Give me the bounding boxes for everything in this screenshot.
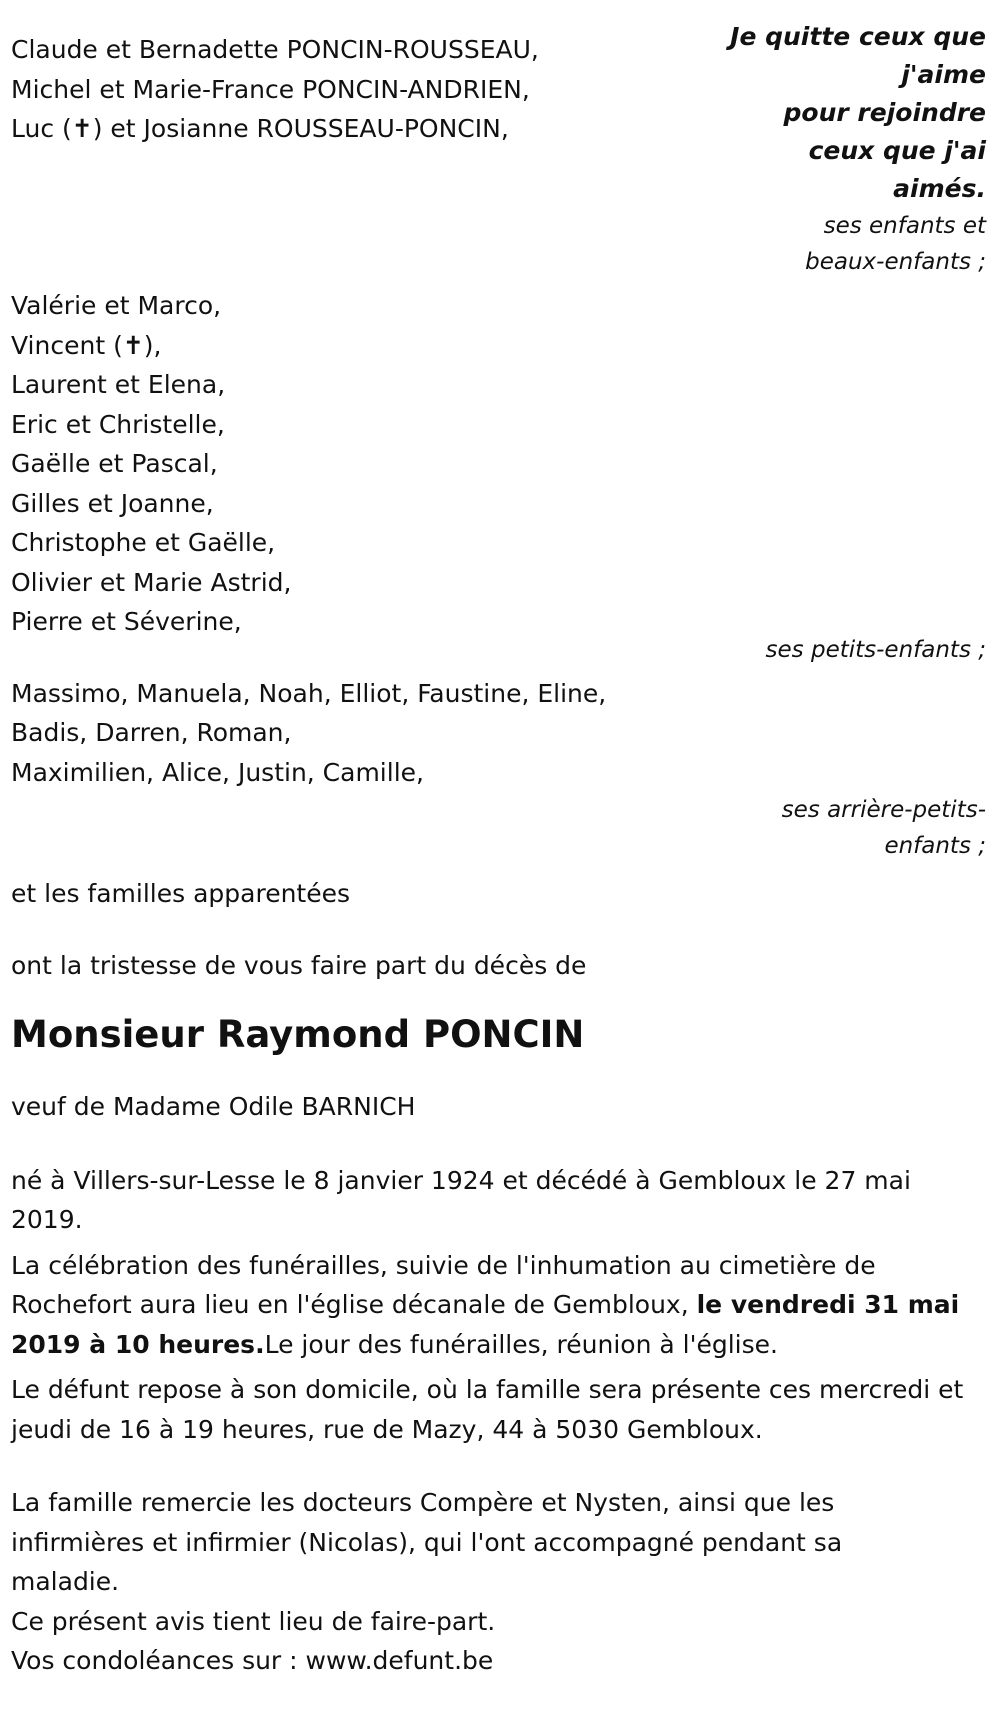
widower-text: veuf de Madame Odile BARNICH — [11, 1092, 416, 1121]
obituary-notice — [11, 22, 986, 1681]
great-grandchild-name-line: Maximilien, Alice, Justin, Camille, — [11, 757, 424, 787]
children-name-line: Claude et Bernadette PONCIN-ROUSSEAU, — [11, 35, 539, 64]
related-families: et les familles apparentées — [11, 879, 351, 908]
children-names — [11, 30, 539, 149]
great-grandchildren-relation — [11, 792, 986, 864]
announcement-text: ont la tristesse de vous faire part du décès de — [11, 950, 587, 980]
grandchild-name-line: Pierre et Séverine, — [11, 607, 242, 636]
funeral-details — [11, 1246, 986, 1365]
grandchild-name-line: Vincent (✝), — [11, 330, 162, 360]
great-grandchild-name-line: Badis, Darren, Roman, — [11, 718, 292, 747]
grandchildren-relation: ses petits-enfants ; — [765, 636, 986, 663]
grandchild-name-line: Eric et Christelle, — [11, 409, 225, 439]
grandchild-name-line: Olivier et Marie Astrid, — [11, 567, 292, 597]
funeral-text-before: La célébration des funérailles, suivie de l'inhumation au cimetière de Rochefort aura lieu en l'église décanale de Gembloux, — [11, 1250, 876, 1319]
great-grandchildren-names — [11, 674, 986, 793]
birth-death-text: né à Villers-sur-Lesse le 8 janvier 1924 et décédé à Gembloux le 27 mai 2019. — [11, 1165, 911, 1234]
great-grandchild-name-line: Massimo, Manuela, Noah, Elliot, Faustine, Eline, — [11, 678, 607, 708]
grandchild-name-line: Gilles et Joanne, — [11, 488, 214, 518]
motto-line: ceux que j'ai — [808, 136, 986, 165]
grandchild-name-line: Christophe et Gaëlle, — [11, 528, 276, 557]
rest-details: Le défunt repose à son domicile, où la famille sera présente ces mercredi et jeudi de 16 à 19 heures, rue de Mazy, 44 à 5030 Gembloux. — [11, 1375, 964, 1444]
grandchild-name-line: Valérie et Marco, — [11, 291, 222, 320]
motto-line: Je quitte ceux que — [730, 22, 986, 51]
grandchild-name-line: Gaëlle et Pascal, — [11, 449, 218, 478]
children-name-line: Michel et Marie-France PONCIN-ANDRIEN, — [11, 74, 530, 104]
relation-line: beaux-enfants ; — [805, 249, 986, 275]
relation-line: enfants ; — [884, 833, 986, 859]
grandchild-name-line: Laurent et Elena, — [11, 370, 226, 399]
motto-line: j'aime — [901, 60, 986, 89]
motto-line: aimés. — [893, 174, 986, 203]
deceased-name: Monsieur Raymond PONCIN — [11, 1013, 585, 1056]
relation-line: ses arrière-petits- — [781, 797, 986, 823]
funeral-text-after: Le jour des funérailles, réunion à l'église. — [264, 1329, 778, 1359]
notice-text: Ce présent avis tient lieu de faire-part. — [11, 1606, 496, 1636]
relation-line: ses enfants et — [823, 213, 986, 239]
funeral-date-time: le vendredi 31 mai 2019 à 10 heures. — [11, 1290, 960, 1359]
condolences-text: Vos condoléances sur : www.defunt.be — [11, 1646, 494, 1675]
children-block — [11, 22, 986, 280]
children-relation — [730, 208, 986, 280]
motto-and-relation — [730, 18, 986, 280]
grandchildren-names — [11, 286, 986, 642]
children-name-line: Luc (✝) et Josianne ROUSSEAU-PONCIN, — [11, 114, 509, 143]
thanks-text: La famille remercie les docteurs Compère et Nysten, ainsi que les infirmières et infirmier (Nicolas), qui l'ont accompagné pendant sa maladie. — [11, 1488, 843, 1596]
motto-quote — [730, 18, 986, 208]
motto-line: pour rejoindre — [783, 98, 986, 127]
